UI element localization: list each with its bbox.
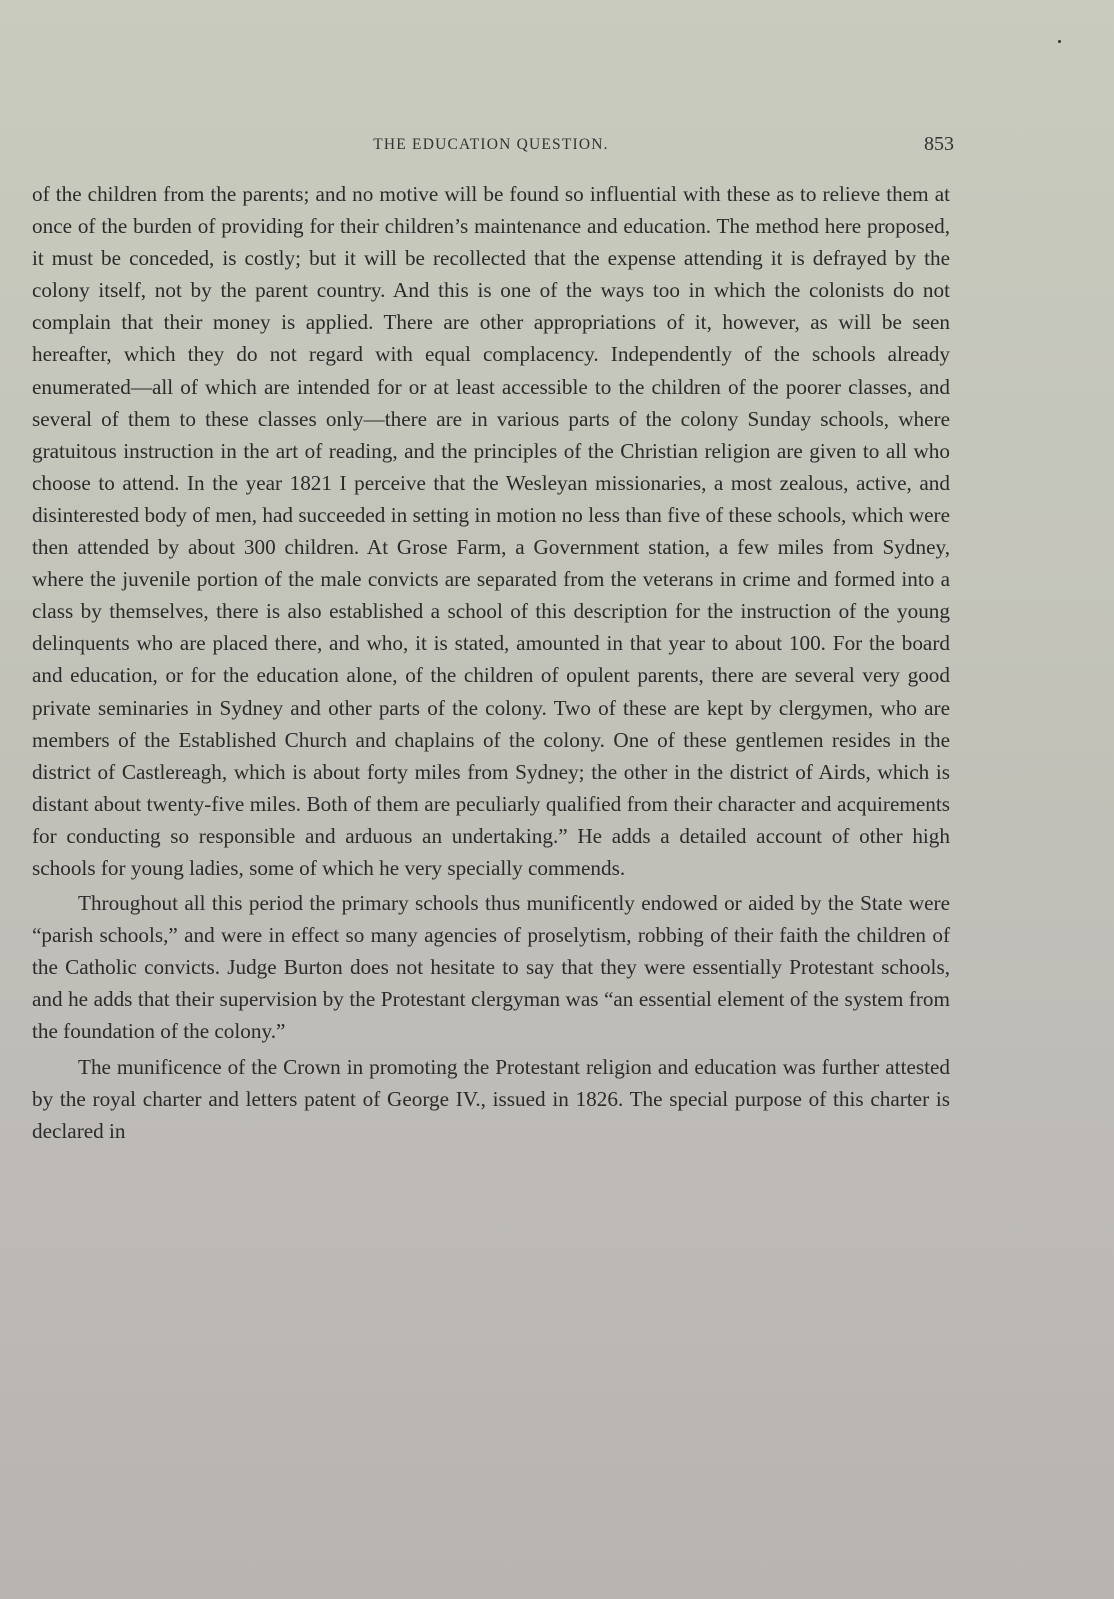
paragraph-royal-charter: The munificence of the Crown in promoting the Protestant religion and education was further attested by the royal charter and letters patent of George IV., issued in 1826. The special purpose of this charter is declared in bbox=[32, 1054, 950, 1143]
paragraph-parish-schools: Throughout all this period the primary schools thus munificently endowed or aided by the State were “parish schools,” and were in effect so many agencies of proselytism, robbing of their faith the children of the Catholic convicts. Judge Burton does not hesitate to say that they were essentially Protestant schools, and he adds that their supervision by the Protestant clergyman was “an essential element of the system from the foundation of the colony.” bbox=[32, 891, 950, 1044]
paper-speck bbox=[1058, 40, 1061, 43]
running-title: THE EDUCATION QUESTION. bbox=[373, 136, 609, 153]
page-number: 853 bbox=[924, 133, 954, 155]
running-head bbox=[32, 133, 954, 159]
body-text bbox=[32, 178, 950, 1147]
paragraph-continuation: of the children from the parents; and no motive will be found so influential with these as to relieve them at once of the burden of providing for their children’s maintenance and education. The method here proposed, it must be conceded, is costly; but it will be recollected that the expense attending it is defrayed by the colony itself, not by the parent country. And this is one of the ways too in which the colonists do not complain that their money is applied. There are other appropriations of it, however, as will be seen hereafter, which they do not regard with equal complacency. Independently of the schools already enumerated—all of which are intended for or at least accessible to the children of the poorer classes, and several of them to these classes only—there are in various parts of the colony Sunday schools, where gratuitous instruction in the art of reading, and the principles of the Christian religion are given to all who choose to attend. In the year 1821 I perceive that the Wesleyan missionaries, a most zealous, active, and disinterested body of men, had succeeded in setting in motion no less than five of these schools, which were then attended by about 300 children. At Grose Farm, a Government station, a few miles from Sydney, where the juvenile portion of the male convicts are separated from the veterans in crime and formed into a class by themselves, there is also established a school of this description for the instruction of the young delinquents who are placed there, and who, it is stated, amounted in that year to about 100. For the board and education, or for the education alone, of the children of opulent parents, there are several very good private seminaries in Sydney and other parts of the colony. Two of these are kept by clergymen, who are members of the Established Church and chaplains of the colony. One of these gentlemen resides in the district of Castlereagh, which is about forty miles from Sydney; the other in the district of Airds, which is distant about twenty-five miles. Both of them are peculiarly qualified from their character and acquirements for conducting so responsible and arduous an undertaking.” He adds a detailed account of other high schools for young ladies, some of which he very specially commends. bbox=[32, 182, 950, 880]
